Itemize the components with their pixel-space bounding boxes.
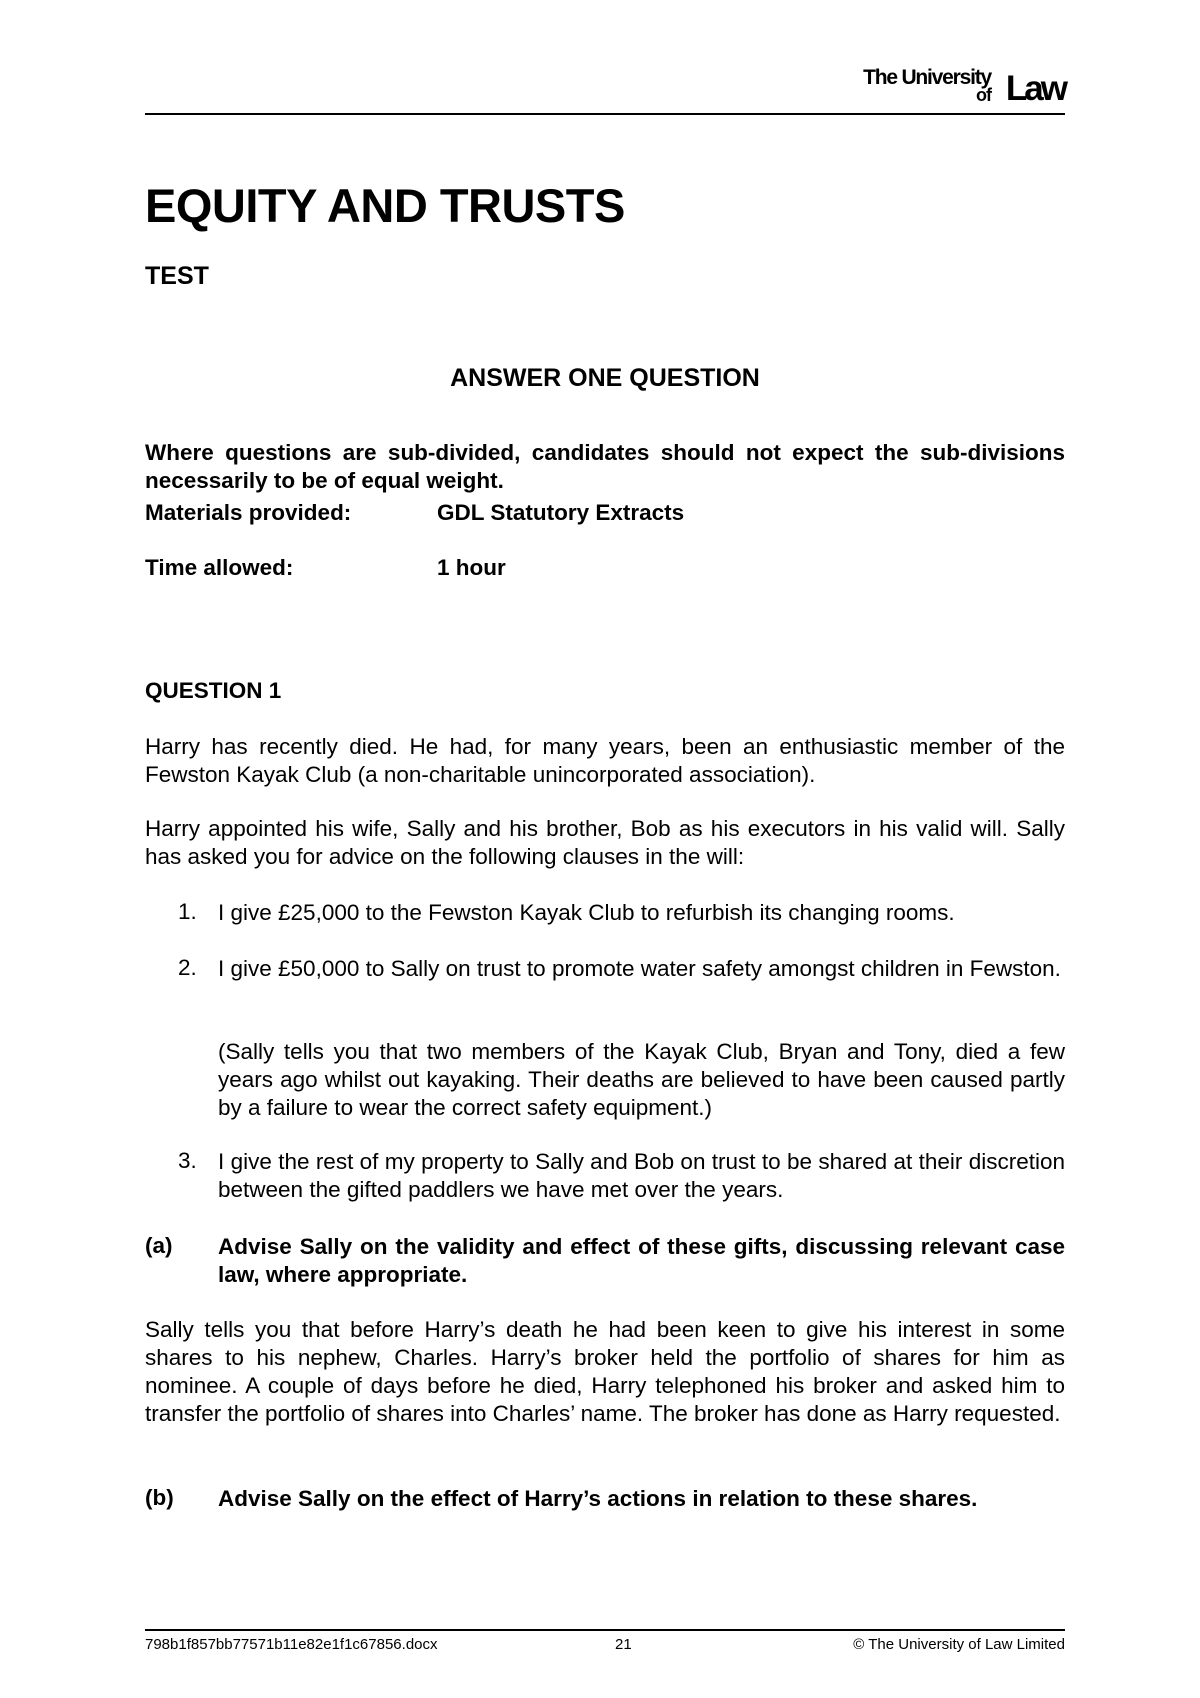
clause-number: 1. (178, 899, 197, 924)
subdivision-note: Where questions are sub-divided, candidates should not expect the sub-divisions necessarily to be of equal weight. (145, 440, 1065, 493)
time-value: 1 hour (437, 555, 506, 580)
part-b-text: Advise Sally on the effect of Harry’s actions in relation to these shares. (218, 1486, 978, 1511)
clause-2 (145, 955, 1065, 983)
document-title: EQUITY AND TRUSTS (145, 179, 625, 232)
part-b-label: (b) (145, 1485, 174, 1510)
document-page (145, 0, 1065, 1698)
footer-rule (145, 1629, 1065, 1631)
question-paragraph-2: Harry appointed his wife, Sally and his brother, Bob as his executors in his valid will. Sally has asked you for advice on the following clauses in the will: (145, 816, 1065, 869)
page-footer (145, 1636, 1065, 1656)
university-logo (845, 66, 1065, 106)
clause-text: I give the rest of my property to Sally and Bob on trust to be shared at their discretion between the gifted paddlers we have met over the years. (218, 1149, 1065, 1202)
time-row (145, 555, 1065, 581)
part-a (145, 1233, 1065, 1289)
time-label: Time allowed: (145, 555, 294, 580)
header-rule (145, 113, 1065, 115)
materials-value: GDL Statutory Extracts (437, 500, 685, 525)
logo-law: Law (1005, 69, 1065, 108)
materials-row (145, 500, 1065, 526)
clause-3 (145, 1148, 1065, 1204)
clause-number: 3. (178, 1148, 197, 1173)
part-a-text: Advise Sally on the validity and effect of these gifts, discussing relevant case law, where appropriate. (218, 1234, 1065, 1287)
clause-2-note (145, 1038, 1065, 1122)
footer-filename: 798b1f857bb77571b11e82e1f1c67856.docx (145, 1636, 438, 1653)
question-heading: QUESTION 1 (145, 678, 282, 703)
materials-label: Materials provided: (145, 500, 352, 525)
clause-note-text: (Sally tells you that two members of the Kayak Club, Bryan and Tony, died a few years ago whilst out kayaking. Their deaths are believed to have been caused partly by a failure to wear the correct safety equipment.) (218, 1039, 1065, 1120)
document-subtitle: TEST (145, 262, 209, 290)
clause-text: I give £25,000 to the Fewston Kayak Club to refurbish its changing rooms. (218, 900, 955, 925)
question-paragraph-3: Sally tells you that before Harry’s death he had been keen to give his interest in some shares to his nephew, Charles. Harry’s broker held the portfolio of shares for him as nominee. A couple of days before he died, Harry telephoned his broker and asked him to transfer the portfolio of shares into Charles’ name. The broker has done as Harry requested. (145, 1317, 1065, 1426)
footer-copyright: © The University of Law Limited (853, 1636, 1065, 1653)
instruction-heading: ANSWER ONE QUESTION (450, 364, 760, 392)
question-paragraph-1: Harry has recently died. He had, for many years, been an enthusiastic member of the Fewston Kayak Club (a non-charitable unincorporated association). (145, 734, 1065, 787)
footer-page-number: 21 (615, 1636, 632, 1653)
clause-1 (145, 899, 1065, 927)
clause-text: I give £50,000 to Sally on trust to promote water safety amongst children in Fewston. (218, 956, 1061, 981)
logo-line1: The University (863, 66, 991, 89)
clause-number: 2. (178, 955, 197, 980)
logo-of: of (976, 85, 991, 105)
part-a-label: (a) (145, 1233, 173, 1258)
part-b (145, 1485, 1065, 1513)
